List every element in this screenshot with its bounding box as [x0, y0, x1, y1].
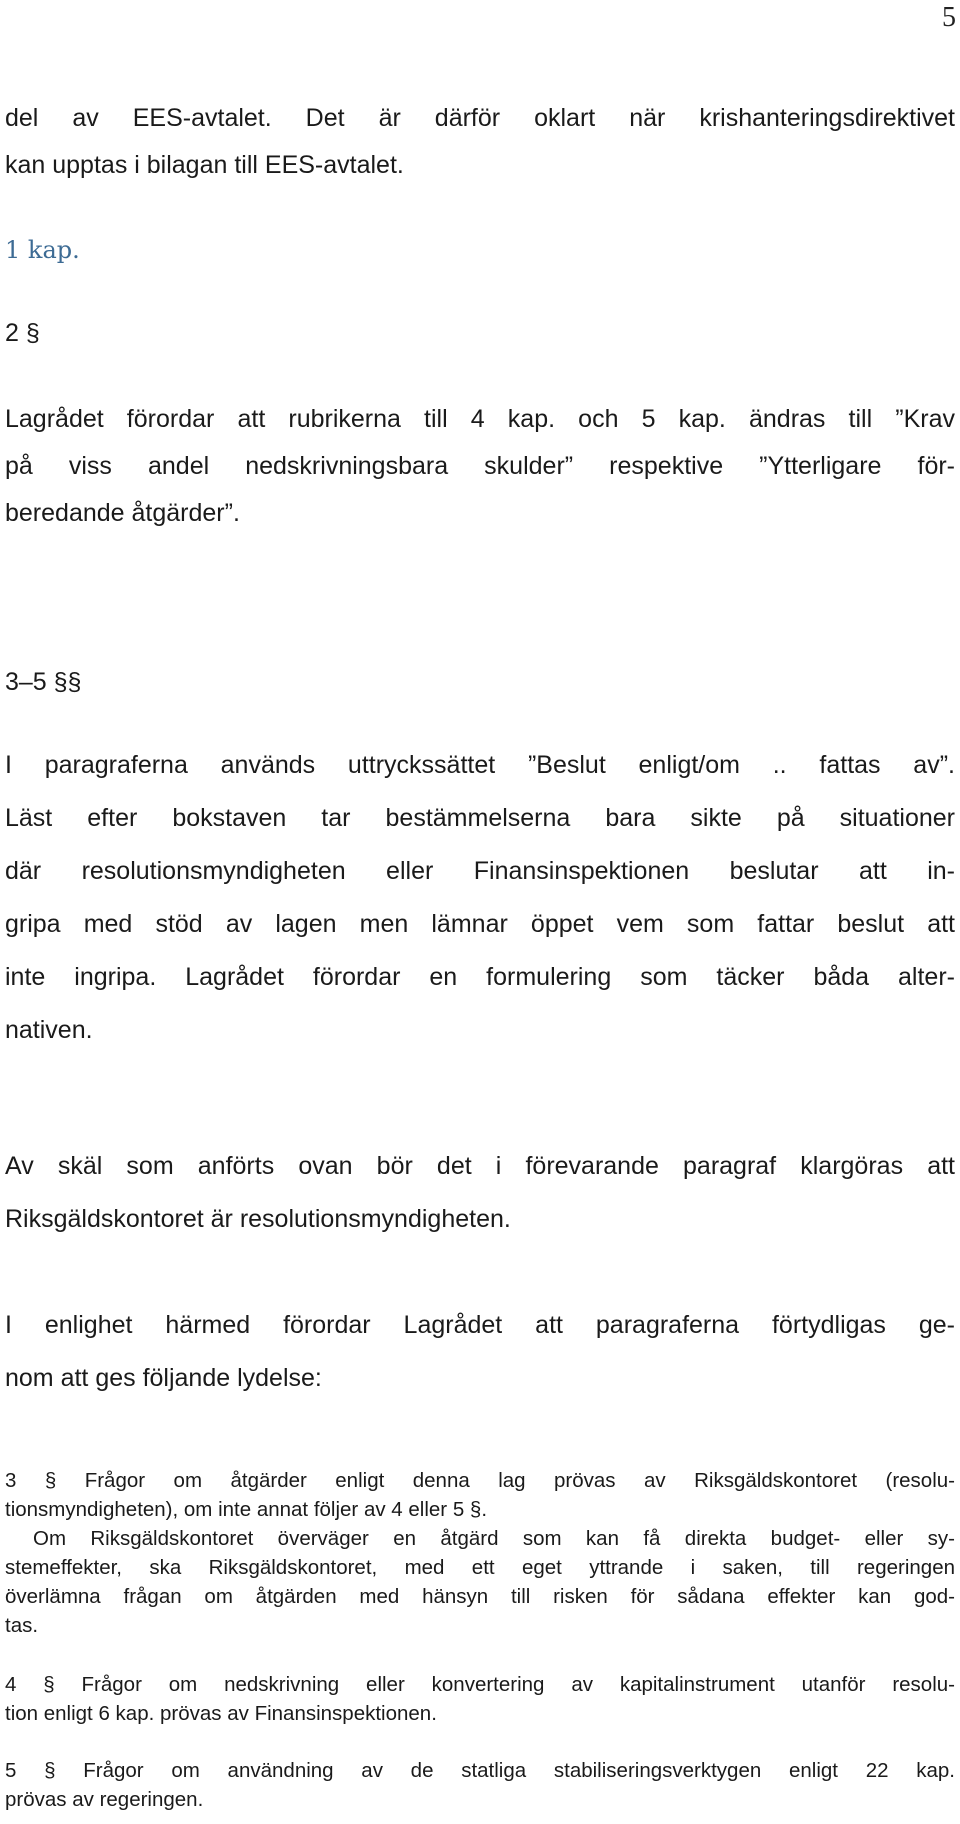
text-line: del av EES-avtalet. Det är därför oklart när krishanteringsdirektivet [5, 104, 955, 132]
paragraph-resolution-authority [5, 1139, 955, 1246]
text-line: 3 § Frågor om åtgärder enligt denna lag prövas av Riksgäldskontoret (resolu- [5, 1469, 955, 1492]
text-line: tas. [5, 1614, 39, 1637]
text-line: Om Riksgäldskontoret överväger en åtgärd som kan få direkta budget- eller sy- [33, 1527, 955, 1550]
section-2-paragraph [5, 392, 955, 540]
text-line: överlämna frågan om åtgärden med hänsyn till risken för sådana effekter kan god- [5, 1585, 955, 1608]
text-line: Lagrådet förordar att rubrikerna till 4 kap. och 5 kap. ändras till ”Krav [5, 405, 955, 433]
text-line: tionsmyndigheten), om inte annat följer av 4 eller 5 §. [5, 1498, 488, 1521]
text-line: nom att ges följande lydelse: [5, 1364, 322, 1392]
text-line: beredande åtgärder”. [5, 499, 240, 527]
text-line: Riksgäldskontoret är resolutionsmyndigheten. [5, 1205, 511, 1233]
text-line: Läst efter bokstaven tar bestämmelserna bara sikte på situationer [5, 804, 955, 832]
text-line: nativen. [5, 1016, 93, 1044]
proposed-section-3 [5, 1466, 955, 1524]
proposed-section-4 [5, 1670, 955, 1728]
text-line: 5 § Frågor om användning av de statliga stabiliseringsverktygen enligt 22 kap. [5, 1759, 955, 1782]
text-line: I paragraferna används uttryckssättet ”Beslut enligt/om .. fattas av”. [5, 751, 955, 779]
text-line: inte ingripa. Lagrådet förordar en formulering som täcker båda alter- [5, 963, 955, 991]
text-line: tion enligt 6 kap. prövas av Finansinspektionen. [5, 1702, 437, 1725]
text-line: stemeffekter, ska Riksgäldskontoret, med ett eget yttrande i saken, till regeringen [5, 1556, 955, 1579]
page-number: 5 [942, 2, 956, 33]
paragraph-proposal [5, 1298, 955, 1405]
text-line: prövas av regeringen. [5, 1788, 204, 1811]
text-line: 4 § Frågor om nedskrivning eller konvertering av kapitalinstrument utanför resolu- [5, 1673, 955, 1696]
text-line: Av skäl som anförts ovan bör det i förevarande paragraf klargöras att [5, 1152, 955, 1180]
section-heading-3-5: 3–5 §§ [5, 668, 82, 696]
text-line: kan upptas i bilagan till EES-avtalet. [5, 151, 404, 179]
intro-paragraph [5, 91, 955, 192]
text-line: I enlighet härmed förordar Lagrådet att paragraferna förtydligas ge- [5, 1311, 955, 1339]
text-line: där resolutionsmyndigheten eller Finansinspektionen beslutar att in- [5, 857, 955, 885]
section-heading-2: 2 § [5, 319, 40, 347]
text-line: gripa med stöd av lagen men lämnar öppet vem som fattar beslut att [5, 910, 955, 938]
chapter-heading: 1 kap. [5, 236, 80, 264]
text-line: på viss andel nedskrivningsbara skulder” respektive ”Ytterligare för- [5, 452, 955, 480]
section-3-5-paragraph [5, 738, 955, 1057]
proposed-section-5 [5, 1756, 955, 1814]
proposed-section-3-second-paragraph [5, 1524, 955, 1640]
